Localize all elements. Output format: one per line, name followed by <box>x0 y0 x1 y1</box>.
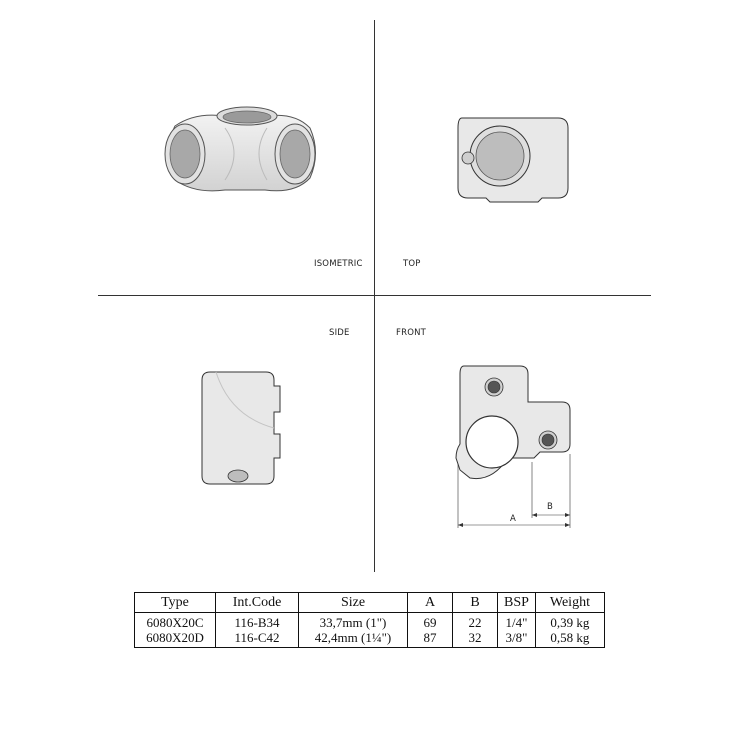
header-bsp: BSP <box>498 593 536 613</box>
table-header-row <box>135 593 605 613</box>
cell-b: 32 <box>453 630 498 648</box>
spec-table <box>134 592 605 648</box>
vertical-divider <box>374 20 375 572</box>
side-label: SIDE <box>329 328 350 338</box>
table-row <box>135 613 605 631</box>
front-view <box>448 360 583 535</box>
header-type: Type <box>135 593 216 613</box>
cell-bsp: 3/8" <box>498 630 536 648</box>
cell-size: 42,4mm (1¼") <box>299 630 408 648</box>
side-view <box>196 366 288 492</box>
dimension-a-label: A <box>510 514 517 524</box>
header-weight: Weight <box>535 593 604 613</box>
header-a: A <box>408 593 453 613</box>
header-int-code: Int.Code <box>216 593 299 613</box>
isometric-view <box>155 98 325 208</box>
cell-type: 6080X20C <box>135 613 216 631</box>
cell-a: 87 <box>408 630 453 648</box>
horizontal-divider <box>98 295 651 296</box>
top-label: TOP <box>403 259 421 269</box>
front-label: FRONT <box>396 328 427 338</box>
top-view <box>450 112 580 204</box>
cell-weight: 0,39 kg <box>535 613 604 631</box>
isometric-label: ISOMETRIC <box>314 259 363 269</box>
cell-int-code: 116-B34 <box>216 613 299 631</box>
cell-bsp: 1/4" <box>498 613 536 631</box>
table-row <box>135 630 605 648</box>
cell-weight: 0,58 kg <box>535 630 604 648</box>
cell-a: 69 <box>408 613 453 631</box>
cell-size: 33,7mm (1") <box>299 613 408 631</box>
cell-type: 6080X20D <box>135 630 216 648</box>
header-size: Size <box>299 593 408 613</box>
cell-b: 22 <box>453 613 498 631</box>
header-b: B <box>453 593 498 613</box>
dimension-b-label: B <box>547 502 554 512</box>
cell-int-code: 116-C42 <box>216 630 299 648</box>
